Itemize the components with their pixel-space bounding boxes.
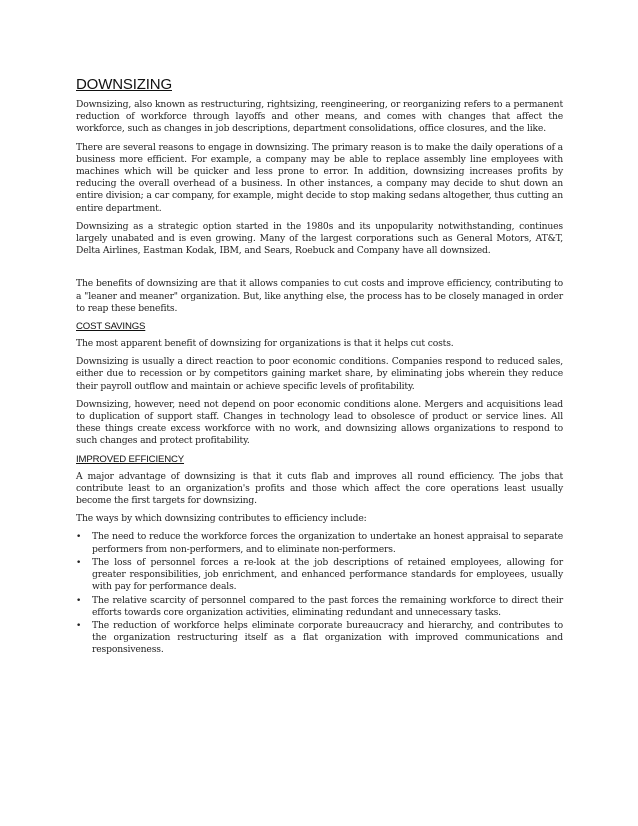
cost-savings-paragraph-3: Downsizing, however, need not depend on poor economic conditions alone. Mergers and acquisitions lead to duplication of support staff. Changes in technology lead to obsolesce of product or service lines. All these things create excess workforce with no work, and downsizing allows organizations to respond to such changes and protect profitability. <box>76 398 563 447</box>
efficiency-bullet-list <box>76 531 563 656</box>
list-item <box>76 595 563 619</box>
cost-savings-paragraph-2: Downsizing is usually a direct reaction to poor economic conditions. Companies respond to reduced sales, either due to recession or by competitors gaining market share, by eliminating jobs wherein they reduce their payroll outflow and maintain or achieve specific levels of profitability. <box>76 356 563 392</box>
list-item-text: The need to reduce the workforce forces the organization to undertake an honest appraisal to separate performers from non-performers, and to eliminate non-performers. <box>92 531 563 555</box>
document-page <box>76 76 563 658</box>
list-item <box>76 557 563 594</box>
intro-paragraph-benefits: The benefits of downsizing are that it allows companies to cut costs and improve efficiency, contributing to a "leaner and meaner" organization. But, like anything else, the process has to be closely managed in order to reap these benefits. <box>76 278 563 314</box>
intro-paragraph-reasons: There are several reasons to engage in downsizing. The primary reason is to make the daily operations of a business more efficient. For example, a company may be able to replace assembly line employees with machines which will be quicker and less prone to error. In addition, downsizing increases profits by reducing the overall overhead of a business. In other instances, a company may decide to shut down an entire division; a car company, for example, might decide to stop making sedans altogether, thus cutting an entire department. <box>76 141 563 214</box>
section-heading-cost-savings: COST SAVINGS <box>76 321 146 333</box>
list-item <box>76 531 563 555</box>
list-item-text: The relative scarcity of personnel compared to the past forces the remaining workforce to direct their efforts towards core organization activities, eliminating redundant and unnecessary tasks. <box>92 594 563 618</box>
list-item <box>76 620 563 657</box>
intro-paragraph-history: Downsizing as a strategic option started in the 1980s and its unpopularity notwithstanding, continues largely unabated and is even growing. Many of the largest corporations such as General Motors, AT&T, Delta Airlines, Eastman Kodak, IBM, and Sears, Roebuck and Company have all downsized. <box>76 220 563 257</box>
cost-savings-paragraph-1: The most apparent benefit of downsizing for organizations is that it helps cut costs. <box>76 338 454 350</box>
list-item-text: The loss of personnel forces a re-look at the job descriptions of retained employees, allowing for greater responsibilities, job enrichment, and enhanced performance standards for employees, usually with pay for performance deals. <box>92 556 563 593</box>
bullet-icon: • <box>76 595 82 606</box>
intro-paragraph-definition: Downsizing, also known as restructuring, rightsizing, reengineering, or reorganizing refers to a permanent reduction of workforce through layoffs and other means, and comes with changes that affect the workforce, such as changes in job descriptions, department consolidations, office closures, and the like. <box>76 99 563 135</box>
bullet-icon: • <box>76 532 82 543</box>
list-item-text: The reduction of workforce helps eliminate corporate bureaucracy and hierarchy, and contributes to the organization restructuring itself as a flat organization with improved communications and responsiveness. <box>92 619 563 656</box>
bullet-icon: • <box>76 557 82 568</box>
efficiency-paragraph-1: A major advantage of downsizing is that it cuts flab and improves all round efficiency. The jobs that contribute least to an organization's profits and those which affect the core operations least usually become the first targets for downsizing. <box>76 470 563 507</box>
document-title: DOWNSIZING <box>76 76 172 93</box>
section-heading-improved-efficiency: IMPROVED EFFICIENCY <box>76 453 185 465</box>
efficiency-paragraph-2: The ways by which downsizing contributes to efficiency include: <box>76 513 367 525</box>
bullet-icon: • <box>76 620 82 631</box>
